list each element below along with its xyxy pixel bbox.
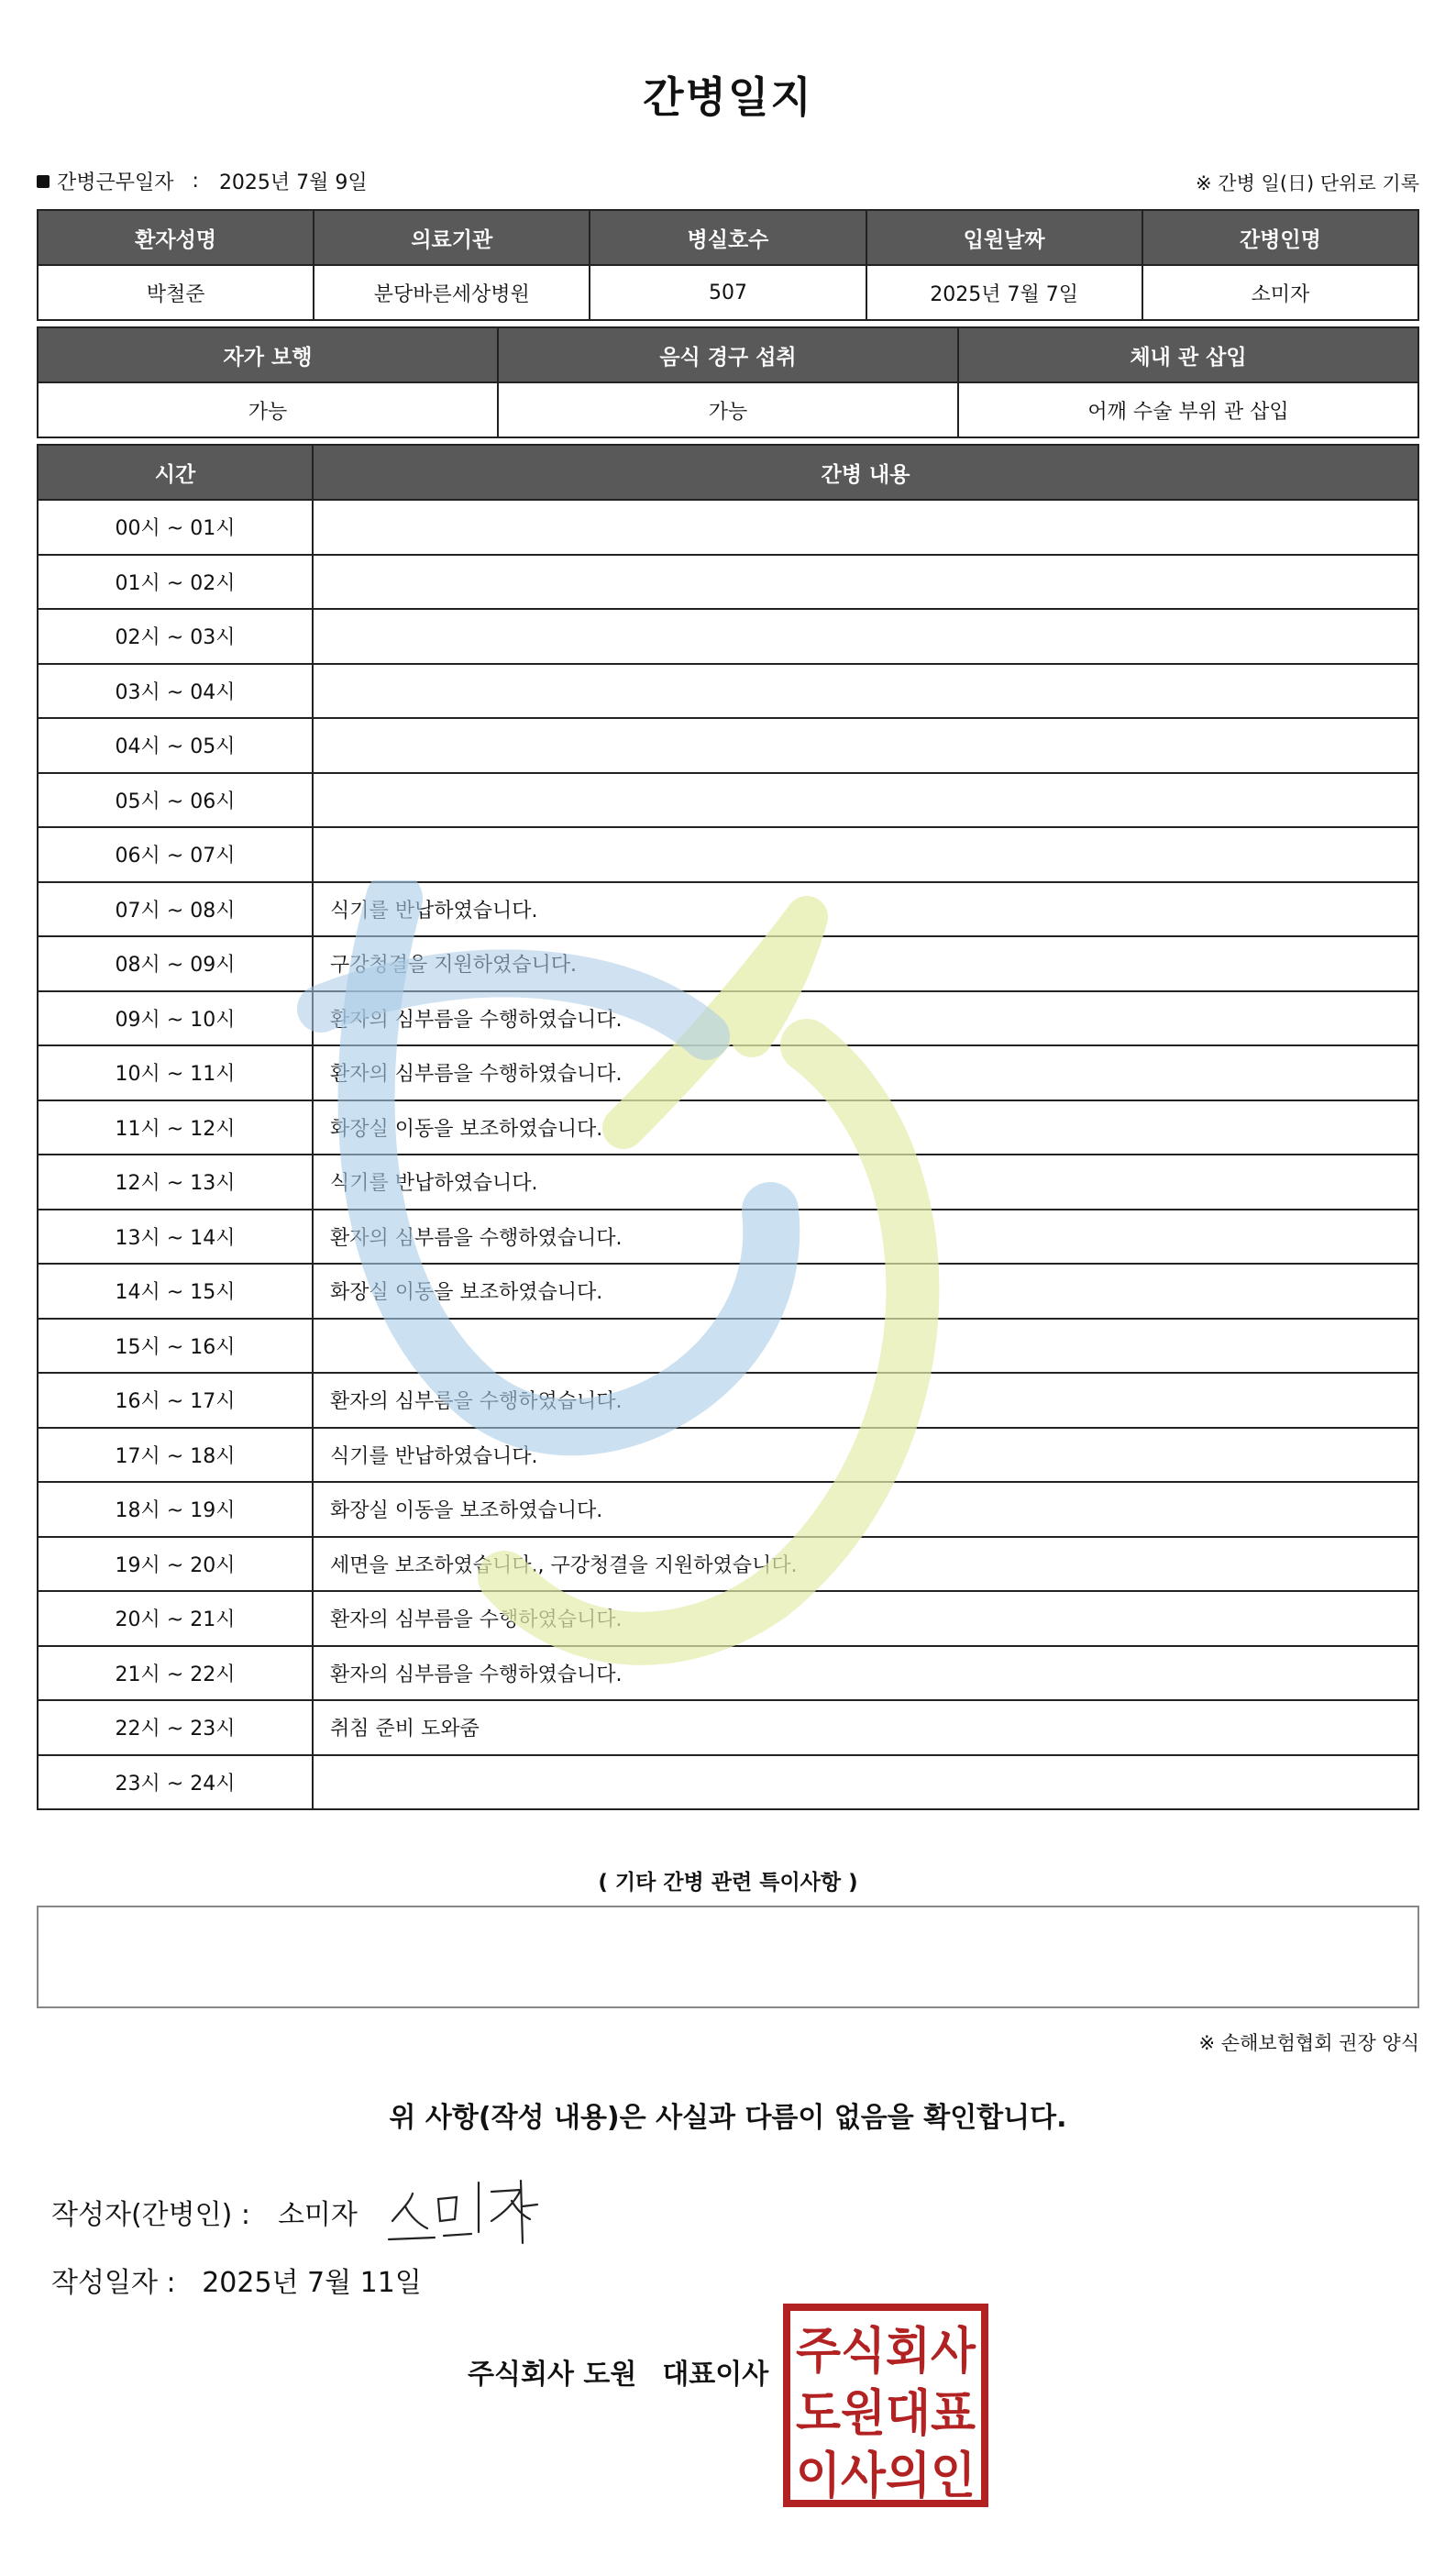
header-care-content: 간병 내용: [313, 445, 1418, 500]
handwritten-signature: [383, 2164, 539, 2247]
log-content-cell[interactable]: 환자의 심부름을 수행하였습니다.: [313, 991, 1418, 1046]
log-time-cell: 05시 ~ 06시: [38, 773, 313, 828]
log-content-cell[interactable]: [313, 1319, 1418, 1374]
log-time-cell: 06시 ~ 07시: [38, 827, 313, 882]
log-row: [38, 1700, 1418, 1755]
remarks-box[interactable]: [37, 1906, 1419, 2008]
log-row: [38, 1100, 1418, 1155]
log-content-cell[interactable]: [313, 718, 1418, 773]
log-content-cell[interactable]: 화장실 이동을 보조하였습니다.: [313, 1100, 1418, 1155]
hourly-care-log-table: [37, 444, 1419, 1810]
log-time-cell: 20시 ~ 21시: [38, 1591, 313, 1646]
caregiver-name: 소미자: [1142, 265, 1418, 320]
log-row: [38, 882, 1418, 937]
writer-label: 작성자(간병인) :: [51, 2199, 250, 2231]
log-row: [38, 936, 1418, 991]
log-body: [38, 500, 1418, 1809]
log-row: [38, 1428, 1418, 1483]
log-row: [38, 1646, 1418, 1701]
log-content-cell[interactable]: 환자의 심부름을 수행하였습니다.: [313, 1045, 1418, 1100]
log-row: [38, 718, 1418, 773]
log-time-cell: 18시 ~ 19시: [38, 1482, 313, 1537]
work-date-value: 2025년 7월 9일: [218, 171, 368, 194]
written-date-value: 2025년 7월 11일: [202, 2267, 422, 2299]
company-role: 대표이사: [662, 2359, 769, 2391]
header-oral-intake: 음식 경구 섭취: [498, 327, 958, 382]
header-self-walking: 자가 보행: [38, 327, 498, 382]
log-time-cell: 23시 ~ 24시: [38, 1755, 313, 1810]
log-content-cell[interactable]: 환자의 심부름을 수행하였습니다.: [313, 1591, 1418, 1646]
log-row: [38, 1210, 1418, 1265]
work-date-row: [37, 167, 368, 195]
log-row: [38, 1264, 1418, 1319]
log-row: [38, 555, 1418, 610]
patient-name: 박철준: [38, 265, 314, 320]
log-content-cell[interactable]: 환자의 심부름을 수행하였습니다.: [313, 1210, 1418, 1265]
log-time-cell: 15시 ~ 16시: [38, 1319, 313, 1374]
log-time-cell: 00시 ~ 01시: [38, 500, 313, 555]
header-caregiver-name: 간병인명: [1142, 210, 1418, 265]
header-hospital: 의료기관: [314, 210, 590, 265]
company-seal-stamp: [783, 2304, 988, 2507]
log-time-cell: 03시 ~ 04시: [38, 664, 313, 719]
log-content-cell[interactable]: [313, 555, 1418, 610]
tube-insertion-value: 어깨 수술 부위 관 삽입: [958, 382, 1418, 437]
remarks-title: ( 기타 간병 관련 특이사항 ): [598, 1871, 858, 1895]
written-date-label: 작성일자 :: [51, 2267, 176, 2299]
log-row: [38, 664, 1418, 719]
page-title: 간병일지: [643, 72, 813, 122]
record-unit-note: ※ 간병 일(日) 단위로 기록: [1196, 172, 1419, 194]
seal-line-1: 주식회사: [796, 2322, 976, 2380]
log-content-cell[interactable]: 식기를 반납하였습니다.: [313, 1155, 1418, 1210]
patient-status-value-row: [38, 382, 1418, 437]
log-time-cell: 09시 ~ 10시: [38, 991, 313, 1046]
log-time-cell: 22시 ~ 23시: [38, 1700, 313, 1755]
admission-date: 2025년 7월 7일: [866, 265, 1142, 320]
log-time-cell: 17시 ~ 18시: [38, 1428, 313, 1483]
written-date-row: [51, 2260, 422, 2300]
log-time-cell: 13시 ~ 14시: [38, 1210, 313, 1265]
log-content-cell[interactable]: [313, 773, 1418, 828]
log-content-cell[interactable]: [313, 827, 1418, 882]
room-number: 507: [590, 265, 866, 320]
log-row: [38, 827, 1418, 882]
confirmation-statement: 위 사항(작성 내용)은 사실과 다름이 없음을 확인합니다.: [389, 2102, 1067, 2134]
log-row: [38, 1482, 1418, 1537]
log-row: [38, 1045, 1418, 1100]
header-patient-name: 환자성명: [38, 210, 314, 265]
log-row: [38, 1755, 1418, 1810]
log-time-cell: 19시 ~ 20시: [38, 1537, 313, 1592]
patient-info-table: [37, 209, 1419, 321]
log-time-cell: 21시 ~ 22시: [38, 1646, 313, 1701]
log-row: [38, 1373, 1418, 1428]
log-content-cell[interactable]: 화장실 이동을 보조하였습니다.: [313, 1482, 1418, 1537]
log-content-cell[interactable]: [313, 664, 1418, 719]
log-content-cell[interactable]: 환자의 심부름을 수행하였습니다.: [313, 1646, 1418, 1701]
log-content-cell[interactable]: 환자의 심부름을 수행하였습니다.: [313, 1373, 1418, 1428]
header-room-number: 병실호수: [590, 210, 866, 265]
log-content-cell[interactable]: 세면을 보조하였습니다., 구강청결을 지원하였습니다.: [313, 1537, 1418, 1592]
header-tube-insertion: 체내 관 삽입: [958, 327, 1418, 382]
log-content-cell[interactable]: [313, 609, 1418, 664]
patient-info-value-row: [38, 265, 1418, 320]
seal-line-3: 이사의인: [796, 2447, 976, 2504]
oral-intake-value: 가능: [498, 382, 958, 437]
log-content-cell[interactable]: 식기를 반납하였습니다.: [313, 1428, 1418, 1483]
log-time-cell: 01시 ~ 02시: [38, 555, 313, 610]
log-row: [38, 1537, 1418, 1592]
hospital-name: 분당바른세상병원: [314, 265, 590, 320]
patient-info-header-row: [38, 210, 1418, 265]
writer-row: [51, 2192, 358, 2232]
log-time-cell: 14시 ~ 15시: [38, 1264, 313, 1319]
work-date-label: 간병근무일자: [57, 171, 174, 194]
log-time-cell: 04시 ~ 05시: [38, 718, 313, 773]
log-header-row: [38, 445, 1418, 500]
log-row: [38, 1319, 1418, 1374]
log-content-cell[interactable]: 식기를 반납하였습니다.: [313, 882, 1418, 937]
company-name: 주식회사 도원: [468, 2359, 637, 2391]
log-time-cell: 12시 ~ 13시: [38, 1155, 313, 1210]
log-row: [38, 1591, 1418, 1646]
log-row: [38, 1155, 1418, 1210]
log-content-cell[interactable]: 구강청결을 지원하였습니다.: [313, 936, 1418, 991]
log-content-cell[interactable]: [313, 1755, 1418, 1810]
header-time: 시간: [38, 445, 313, 500]
writer-name: 소미자: [277, 2199, 358, 2231]
log-row: [38, 500, 1418, 555]
form-source-note: ※ 손해보험협회 권장 양식: [1198, 2032, 1419, 2054]
seal-line-2: 도원대표: [796, 2384, 976, 2442]
log-row: [38, 609, 1418, 664]
log-time-cell: 10시 ~ 11시: [38, 1045, 313, 1100]
log-time-cell: 02시 ~ 03시: [38, 609, 313, 664]
work-date-separator: :: [192, 170, 199, 193]
self-walking-value: 가능: [38, 382, 498, 437]
log-content-cell[interactable]: 화장실 이동을 보조하였습니다.: [313, 1264, 1418, 1319]
patient-status-header-row: [38, 327, 1418, 382]
log-time-cell: 16시 ~ 17시: [38, 1373, 313, 1428]
header-admission-date: 입원날짜: [866, 210, 1142, 265]
bullet-square-icon: [37, 175, 50, 188]
log-row: [38, 773, 1418, 828]
log-content-cell[interactable]: 취침 준비 도와줌: [313, 1700, 1418, 1755]
company-signoff: [468, 2351, 768, 2392]
log-time-cell: 07시 ~ 08시: [38, 882, 313, 937]
log-time-cell: 11시 ~ 12시: [38, 1100, 313, 1155]
log-row: [38, 991, 1418, 1046]
patient-status-table: [37, 326, 1419, 438]
log-content-cell[interactable]: [313, 500, 1418, 555]
log-time-cell: 08시 ~ 09시: [38, 936, 313, 991]
